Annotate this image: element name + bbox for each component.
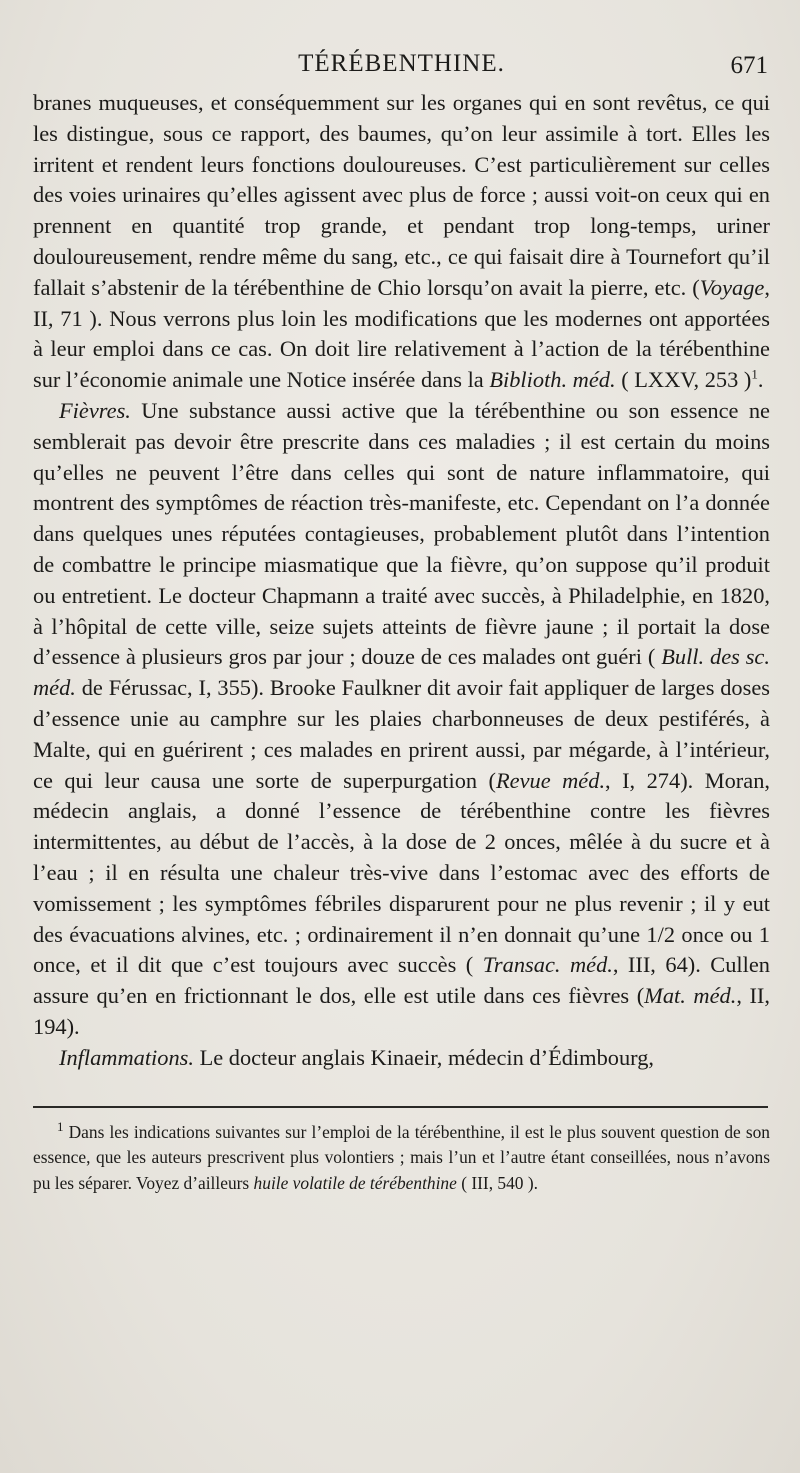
- text-run: , I, 274). Moran, médecin anglais, a donné l’essence de térébenthine contre les fièvres intermittentes, au début de l’accès, à la dose de 2 onces, mêlée à du sucre et à l’eau ; il en résulta une chaleur très-vive dans l’estomac avec des efforts de vomissement ; les symptômes fébriles disparurent pour ne plus revenir ; il y eut des évacuations alvines, etc. ; ordinairement il n’en donnait qu’une 1/2 once ou 1 once, et il dit que c’est toujours avec succès (: [33, 767, 770, 978]
- italic-text: Voyage: [699, 274, 765, 300]
- text-run: ( III, 540 ).: [456, 1172, 538, 1193]
- text-run: .: [757, 367, 764, 393]
- italic-text: Mat. méd.: [644, 983, 737, 1009]
- italic-text: huile volatile de térébenthine: [253, 1172, 457, 1193]
- text-run: de Férussac, I, 355). Brooke Faulkner dit avoir fait appliquer de larges doses d’essence unie au camphre sur les plaies charbonneuses de deux pestiférés, à Malte, qui en guérirent ; ces malades en prirent aussi, par mégarde, à l’intérieur, ce qui leur causa une sorte de superpurgation (: [33, 675, 770, 793]
- text-run: ( LXXV, 253 ): [615, 367, 752, 393]
- text-run: , III, 64). Cullen assure qu’en en frictionnant le dos, elle est utile dans ces fièvres (: [33, 952, 770, 1009]
- text-run: Une substance aussi active que la térébenthine ou son essence ne semblerait pas devoir être prescrite dans ces maladies ; il est certain du moins qu’elles ne peuvent l’être dans celles qui sont de nature inflammatoire, qui montrent des symptômes de réaction très-manifeste, etc. Cependant on l’a donnée dans quelques unes réputées contagieuses, probablement plutôt dans l’intention de combattre le principe miasmatique que la fièvre, qu’on suppose qu’il produit ou entretient. Le docteur Chapmann a traité avec succès, à Philadelphie, en 1820, à l’hôpital de cette ville, seize sujets atteints de fièvre jaune ; il portait la dose d’essence à plusieurs gros par jour ; douze de ces malades ont guéri (: [33, 397, 770, 670]
- italic-text: Biblioth. méd.: [489, 367, 616, 393]
- italic-text: Transac. méd.: [482, 952, 613, 978]
- running-title: TÉRÉBENTHINE.: [298, 50, 505, 77]
- paragraph-inflammations: [33, 1043, 770, 1074]
- text-run: Dans les indications suivantes sur l’emploi de la térébenthine, il est le plus souvent question de son essence, que les auteurs prescrivent plus volontiers ; mais l’un et l’autre étant conseillées, nous n’avons pu les séparer. Voyez d’ailleurs: [33, 1121, 770, 1193]
- text-run: Le docteur anglais Kinaeir, médecin d’Édimbourg,: [193, 1044, 655, 1070]
- footnote-marker: 1: [57, 1118, 64, 1134]
- text-run: , II, 194).: [33, 983, 770, 1039]
- footnote-marker: 1: [751, 366, 758, 382]
- footnote-divider: [33, 1106, 768, 1108]
- italic-text: Inflammations.: [59, 1044, 194, 1070]
- italic-text: Fièvres.: [59, 397, 131, 423]
- text-run: , II, 71 ). Nous verrons plus loin les modifications que les modernes ont apportées à leur emploi dans ce cas. On doit lire relativement à l’action de la térébenthine sur l’économie animale une Notice insérée dans la: [33, 274, 770, 393]
- page-header: [33, 46, 770, 88]
- paragraph-continuation: [33, 88, 770, 396]
- italic-text: Revue méd.: [496, 767, 606, 793]
- body-text: [33, 88, 770, 1074]
- page-number: 671: [730, 52, 768, 79]
- paragraph-fievres: [33, 396, 770, 1043]
- italic-text: Bull. des sc. méd.: [33, 644, 770, 701]
- footnote: [33, 1120, 770, 1197]
- text-run: branes muqueuses, et conséquemment sur les organes qui en sont revêtus, ce qui les distingue, sous ce rapport, des baumes, qu’on leur assimile à tort. Elles les irritent et rendent leurs fonctions douloureuses. C’est particulièrement sur celles des voies urinaires qu’elles agissent avec plus de force ; aussi voit-on ceux qui en prennent en quantité trop grande, et pendant trop long-temps, uriner douloureusement, rendre même du sang, etc., ce qui faisait dire à Tournefort qu’il fallait s’abstenir de la térébenthine de Chio lorsqu’on avait la pierre, etc. (: [33, 90, 770, 300]
